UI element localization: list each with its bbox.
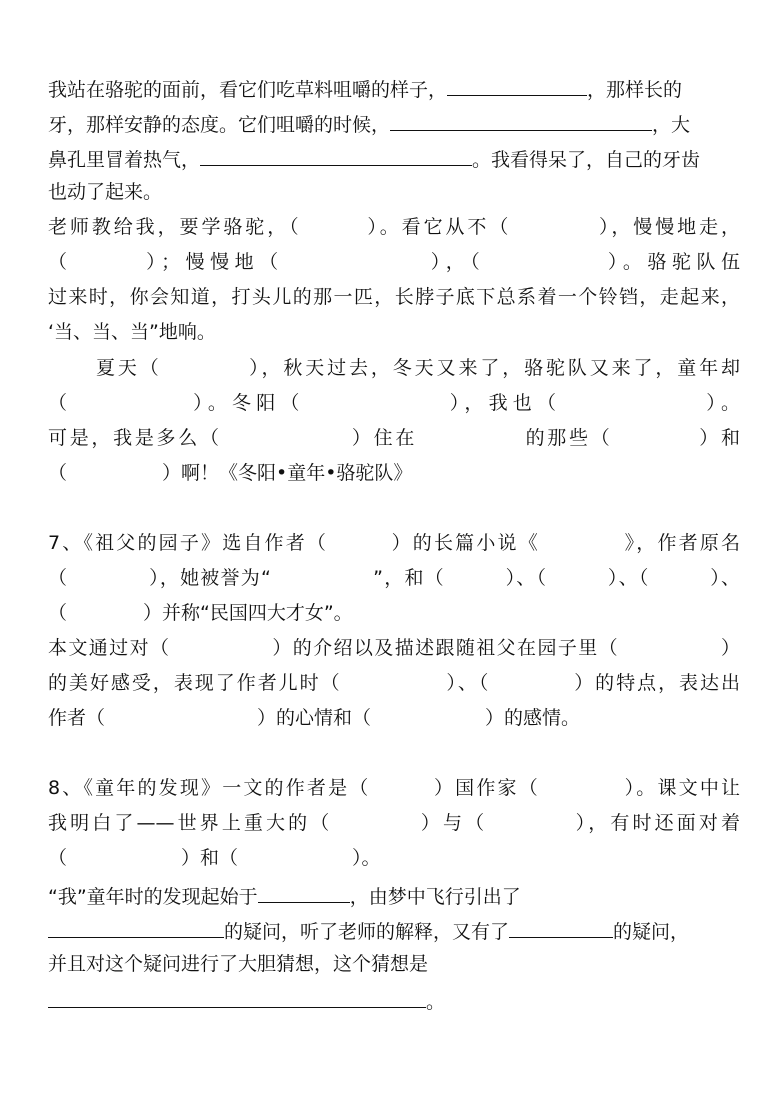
text-line: 作者（ ）的心情和（ ）的感情。 xyxy=(48,707,581,729)
text-segment: ，那样长的 xyxy=(587,79,683,101)
text-line: 我明白了——世界上重大的（ ）与（ ），有时还面对着 xyxy=(48,812,740,834)
text-line xyxy=(48,987,740,1014)
text-line xyxy=(48,952,740,976)
text-line xyxy=(48,145,740,172)
fill-blank[interactable] xyxy=(48,917,224,938)
text-line xyxy=(48,75,740,102)
text-segment: 鼻孔里冒着热气， xyxy=(48,149,201,171)
text-line: 过来时，你会知道，打头儿的那一匹，长脖子底下总系着一个铃铛，走起来， xyxy=(48,286,740,308)
text-line: ‘当、当、当”地响。 xyxy=(48,321,216,343)
text-line: （ ），她被誉为“ ”，和（ ）、（ ）、（ ）、 xyxy=(48,567,740,589)
fill-blank[interactable] xyxy=(48,987,426,1008)
text-line: 老师教给我，要学骆驼，（ ）。看它从不（ ），慢慢地走， xyxy=(48,216,740,238)
text-segment: ，大 xyxy=(652,114,691,136)
text-segment: 并且对这个疑问进行了大胆猜想，这个猜想是 xyxy=(48,953,429,975)
fill-blank[interactable] xyxy=(447,75,587,96)
text-line: （ ）。冬阳（ ），我也（ ）。 xyxy=(48,392,740,414)
text-segment: 也动了起来。 xyxy=(48,181,163,203)
text-segment: 的疑问， xyxy=(613,921,690,943)
text-line: （ ）；慢慢地（ ），（ ）。骆驼队伍 xyxy=(48,251,740,273)
text-segment: 。 xyxy=(426,991,446,1013)
text-segment: ，由梦中飞行引出了 xyxy=(349,886,521,908)
text-line: 可是，我是多么（ ）住在 的那些（ ）和 xyxy=(48,427,740,449)
fill-blank[interactable] xyxy=(509,917,613,938)
text-segment: 的疑问，听了老师的解释，又有了 xyxy=(224,921,510,943)
text-line: 夏天（ ），秋天过去，冬天又来了，骆驼队又来了，童年却 xyxy=(96,357,740,379)
text-line xyxy=(48,180,740,204)
fill-blank[interactable] xyxy=(390,110,652,131)
fill-blank[interactable] xyxy=(258,882,350,903)
text-line xyxy=(48,110,740,137)
text-line: （ ）啊！《冬阳•童年•骆驼队》 xyxy=(48,462,413,484)
text-line xyxy=(48,882,740,909)
text-segment: 。我看得呆了，自己的牙齿 xyxy=(472,149,701,171)
text-line: 本文通过对（ ）的介绍以及描述跟随祖父在园子里（ ） xyxy=(48,637,740,659)
text-line: （ ）并称“民国四大才女”。 xyxy=(48,602,353,624)
text-segment: 我站在骆驼的面前，看它们吃草料咀嚼的样子， xyxy=(48,79,448,101)
text-segment: 牙，那样安静的态度。它们咀嚼的时候， xyxy=(48,114,391,136)
text-segment: “我”童年时的发现起始于 xyxy=(48,886,258,908)
text-line xyxy=(48,917,740,944)
text-line: 8、《童年的发现》一文的作者是（ ）国作家（ ）。课文中让 xyxy=(48,777,740,799)
text-line: 的美好感受，表现了作者儿时（ ）、（ ）的特点，表达出 xyxy=(48,672,740,694)
text-line: （ ）和（ ）。 xyxy=(48,847,381,869)
text-line: 7、《祖父的园子》选自作者（ ）的长篇小说《 》，作者原名 xyxy=(48,532,740,554)
fill-blank[interactable] xyxy=(200,145,472,166)
